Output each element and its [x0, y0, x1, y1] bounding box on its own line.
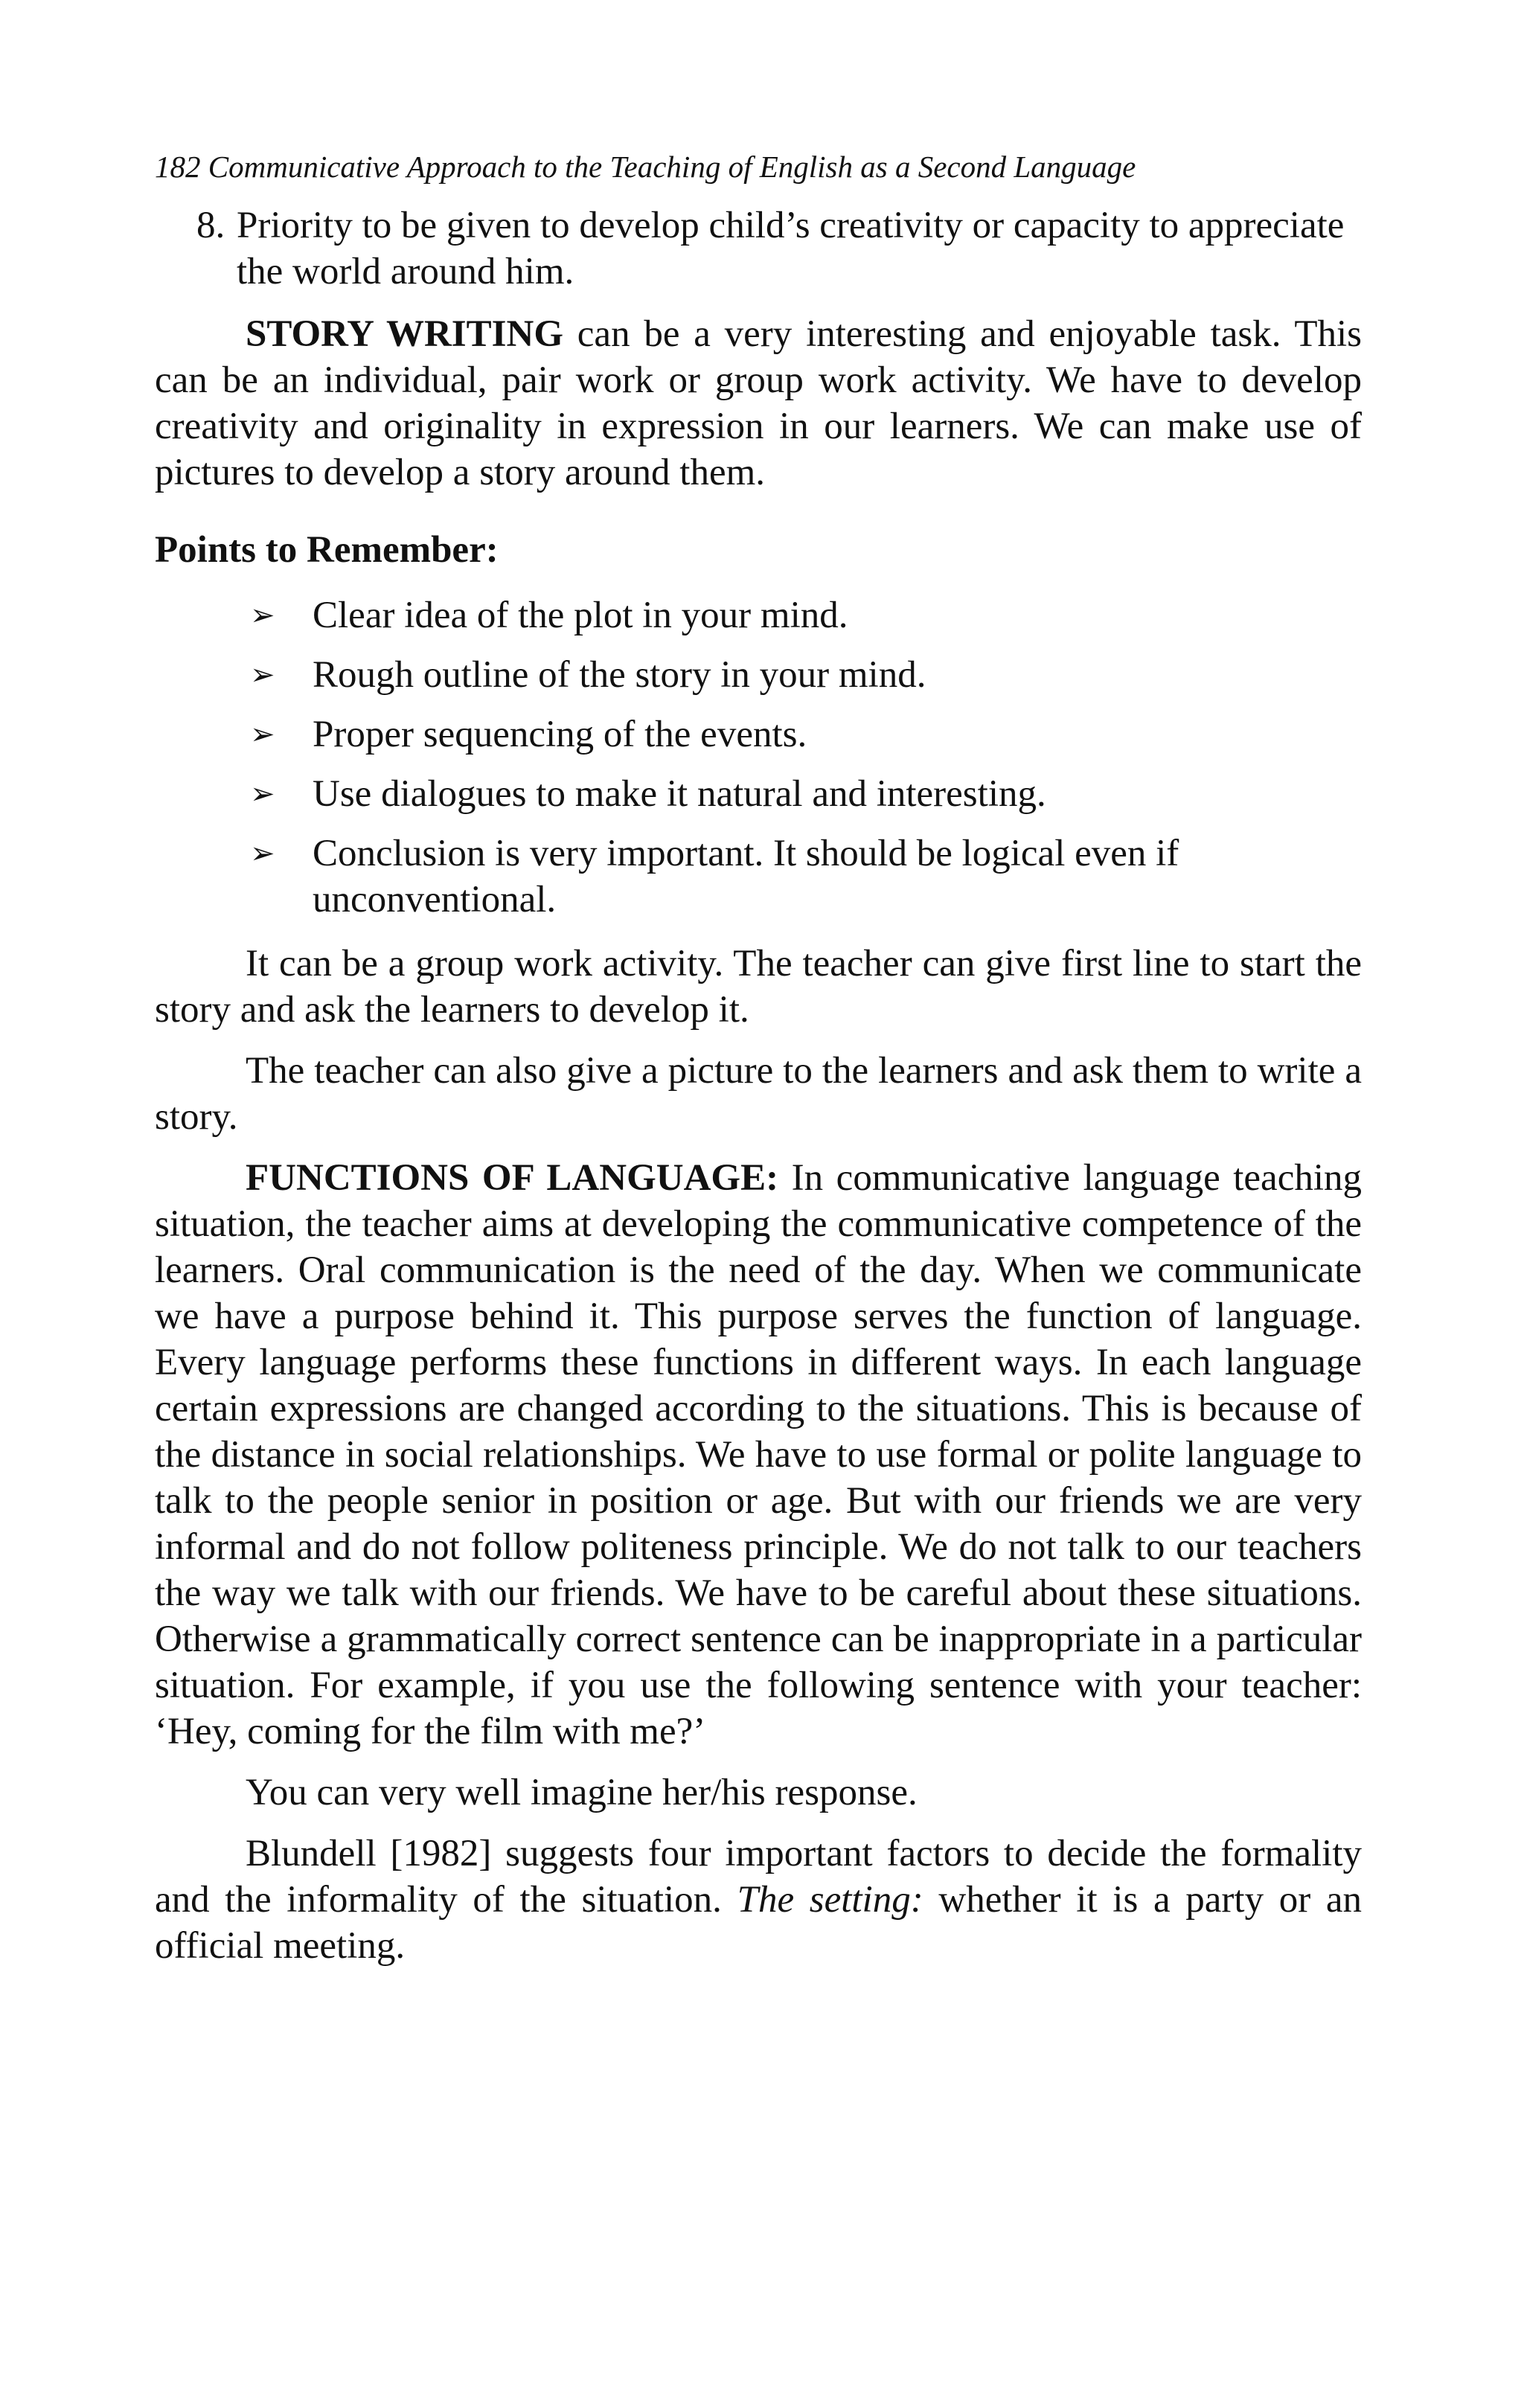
- story-writing-text: can be a very interesting and enjoyable task. This can be an individual, pair work or group work activity. We have to develop creativity and originality in expression in our learners. We can make use of pictures to develop a story around them.: [155, 313, 1362, 493]
- arrow-bullet-icon: ➢: [250, 598, 275, 632]
- list-item-text: Proper sequencing of the events.: [313, 714, 807, 755]
- arrow-bullet-icon: ➢: [250, 777, 275, 810]
- numbered-item-8: [196, 202, 1362, 295]
- arrow-bullet-icon: ➢: [250, 836, 275, 870]
- blundell-text-before: Blundell [1982] suggests four important factors to decide the formality and the informality of the situation.: [155, 1833, 1362, 1921]
- list-item: [250, 830, 1362, 923]
- story-writing-paragraph: [155, 311, 1362, 496]
- list-item-text: Rough outline of the story in your mind.: [313, 654, 926, 696]
- blundell-emphasis: The setting:: [737, 1879, 923, 1921]
- list-item-text: Use dialogues to make it natural and interesting.: [313, 773, 1046, 815]
- functions-paragraph: [155, 1155, 1362, 1755]
- blundell-text-after: whether it is a party or an official meeting.: [155, 1879, 1363, 1967]
- list-item: [250, 711, 1362, 758]
- list-item: [250, 652, 1362, 698]
- arrow-bullet-icon: ➢: [250, 658, 275, 691]
- imagine-paragraph: You can very well imagine her/his response.: [246, 1772, 918, 1813]
- arrow-bullet-icon: ➢: [250, 717, 275, 751]
- running-head: 182 Communicative Approach to the Teaching of English as a Second Language: [155, 150, 1136, 184]
- points-list: [155, 592, 1362, 923]
- page-body: [155, 202, 1362, 1969]
- list-item: [250, 592, 1362, 638]
- item-number: 8.: [196, 205, 225, 246]
- story-writing-lead: STORY WRITING: [246, 313, 564, 355]
- picture-paragraph: The teacher can also give a picture to the learners and ask them to write a story.: [155, 1050, 1362, 1138]
- functions-lead: FUNCTIONS OF LANGUAGE:: [246, 1157, 779, 1199]
- list-item-text: Clear idea of the plot in your mind.: [313, 595, 848, 636]
- item-text: Priority to be given to develop child’s creativity or capacity to appreciate the world around him.: [237, 205, 1345, 292]
- list-item: [250, 771, 1362, 817]
- functions-text: In communicative language teaching situation, the teacher aims at developing the communicative competence of the learners. Oral communication is the need of the day. When we communicate we have a purpose behind it. This purpose serves the function of language. Every language performs these functions in different ways. In each language certain expressions are changed according to the situations. This is because of the distance in social relationships. We have to use formal or polite language to talk to the people senior in position or age. But with our friends we are very informal and do not follow politeness principle. We do not talk to our teachers the way we talk with our friends. We have to be careful about these situations. Otherwise a grammatically correct sentence can be inappropriate in a particular situation. For example, if you use the following sentence with your teacher: ‘Hey, coming for the film with me?’: [155, 1157, 1363, 1752]
- points-heading: Points to Remember:: [155, 529, 499, 571]
- blundell-paragraph: [155, 1831, 1362, 1969]
- list-item-text: Conclusion is very important. It should be logical even if unconventional.: [313, 833, 1179, 920]
- group-work-paragraph: It can be a group work activity. The teacher can give first line to start the story and ask the learners to develop it.: [155, 943, 1362, 1031]
